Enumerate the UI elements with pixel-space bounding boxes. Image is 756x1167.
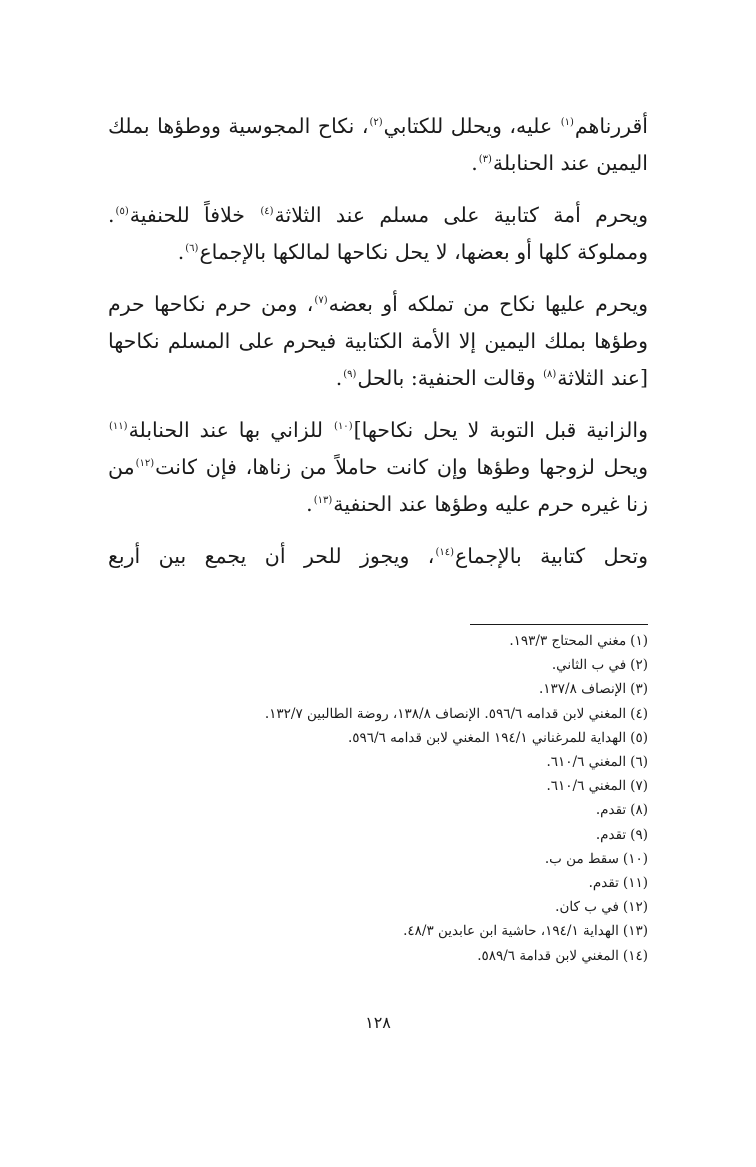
- footnote-text: الإنصاف ١٣٧/٨.: [538, 681, 627, 698]
- paragraph-text: .: [306, 492, 313, 516]
- paragraph-text: عليه، ويحلل للكتابي: [383, 114, 560, 138]
- footnote-marker: (٩): [343, 369, 357, 381]
- footnote: [108, 895, 648, 919]
- footnote: [108, 726, 648, 750]
- footnote-text: تقدم.: [595, 826, 627, 843]
- footnote-number: (٤): [630, 705, 648, 722]
- footnote-number: (٣): [630, 681, 648, 698]
- main-text: [108, 108, 648, 575]
- footnote-marker: (١): [560, 117, 574, 129]
- footnote-marker: (١٤): [435, 547, 454, 559]
- footnote-marker: (١١): [109, 421, 128, 433]
- footnotes-list: [108, 629, 648, 968]
- paragraph-text: أقررناهم: [574, 114, 648, 138]
- footnote-number: (١٣): [622, 923, 648, 940]
- footnote: [108, 774, 648, 798]
- footnote-text: المغني ٦١٠/٦.: [546, 754, 627, 771]
- footnote: [108, 944, 648, 968]
- footnote: [108, 823, 648, 847]
- footnote: [108, 919, 648, 943]
- footnote-text: المغني لابن قدامة ٥٨٩/٦.: [477, 947, 619, 964]
- paragraph-text: . ومملوكة كلها أو بعضها، لا يحل نكاحها لمالكها بالإجماع: [108, 203, 648, 264]
- footnote-number: (١٢): [622, 899, 648, 916]
- page-number: ١٢٨: [365, 1013, 391, 1032]
- footnote-number: (١٤): [622, 947, 648, 964]
- footnote-text: تقدم.: [588, 875, 619, 892]
- paragraph-text: من زنا غيره حرم عليه وطؤها عند الحنفية: [108, 455, 648, 516]
- paragraph-text: ويحرم أمة كتابية على مسلم عند الثلاثة: [274, 203, 649, 227]
- paragraph-text: ويحل لزوجها وطؤها وإن كانت حاملاً من زناها، فإن كانت: [155, 455, 648, 479]
- paragraph: [108, 412, 648, 523]
- footnote-text: في ب الثاني.: [551, 657, 627, 674]
- footnote: [108, 798, 648, 822]
- footnote: [108, 847, 648, 871]
- footnote-number: (٨): [630, 802, 648, 819]
- footnote-marker: (٧): [314, 295, 328, 307]
- footnote-number: (١): [630, 633, 648, 649]
- footnote-number: (٩): [630, 826, 648, 843]
- footnote-marker: (٦): [185, 243, 199, 255]
- footnote-marker: (٨): [543, 369, 557, 381]
- footnote-number: (٥): [630, 729, 648, 746]
- footnote-marker: (٥): [115, 206, 129, 218]
- footnote-marker: (١٠): [334, 421, 353, 433]
- footnote-number: (١٠): [622, 850, 648, 867]
- paragraph: [108, 286, 648, 397]
- footnote-number: (٧): [630, 778, 648, 795]
- footnote-number: (١١): [622, 875, 648, 892]
- paragraph-text: ، نكاح المجوسية ووطؤها بملك اليمين عند الحنابلة: [108, 114, 648, 175]
- footnote-text: تقدم.: [595, 802, 627, 819]
- paragraph-text: وتحل كتابية بالإجماع: [455, 544, 648, 568]
- footnote-marker: (٢): [369, 117, 383, 129]
- footnote: [108, 653, 648, 677]
- footnote-separator: [470, 624, 648, 625]
- footnote: [108, 702, 648, 726]
- footnote-number: (٦): [630, 754, 648, 771]
- paragraph-text: وقالت الحنفية: بالحل: [357, 366, 543, 390]
- footnote-number: (٢): [630, 657, 648, 674]
- footnote-text: مغني المحتاج ١٩٣/٣.: [509, 633, 627, 649]
- footnote: [108, 629, 648, 653]
- footnote-text: في ب كان.: [555, 899, 619, 916]
- footnote-text: المغني ٦١٠/٦.: [546, 778, 627, 795]
- footnote-marker: (٣): [478, 154, 492, 166]
- paragraph-text: خلافاً للحنفية: [129, 203, 260, 227]
- paragraph-text: والزانية قبل التوبة لا يحل نكاحها]: [353, 418, 648, 442]
- paragraph-text: للزاني بها عند الحنابلة: [128, 418, 334, 442]
- footnote-text: الهداية للمرغناني ١٩٤/١ المغني لابن قدامه ٥٩٦/٦.: [347, 729, 627, 746]
- footnote: [108, 677, 648, 701]
- footnote-marker: (٤): [260, 206, 274, 218]
- paragraph-text: ويحرم عليها نكاح من تملكه أو بعضه: [328, 292, 648, 316]
- paragraph-text: .: [177, 240, 185, 264]
- paragraph-text: .: [335, 366, 343, 390]
- footnote-marker: (١٣): [313, 495, 333, 507]
- footnote-text: المغني لابن قدامه ٥٩٦/٦. الإنصاف ١٣٨/٨، روضة الطالبين ١٣٢/٧.: [264, 705, 627, 722]
- paragraph: [108, 197, 648, 271]
- footnote-text: سقط من ب.: [544, 850, 619, 867]
- paragraph: [108, 538, 648, 575]
- paragraph-text: ، ومن حرم نكاحها حرم وطؤها بملك اليمين إلا الأمة الكتابية فيحرم على المسلم نكاحها [عند الثلاثة: [108, 292, 648, 390]
- footnote: [108, 871, 648, 895]
- paragraph: [108, 108, 648, 182]
- paragraph-text: ، ويجوز للحر أن يجمع بين أربع: [108, 544, 435, 568]
- paragraph-text: .: [471, 151, 478, 175]
- footnote-text: الهداية ١٩٤/١، حاشية ابن عابدين ٤٨/٣.: [403, 923, 619, 940]
- footnote-marker: (١٢): [135, 458, 155, 470]
- footnote: [108, 750, 648, 774]
